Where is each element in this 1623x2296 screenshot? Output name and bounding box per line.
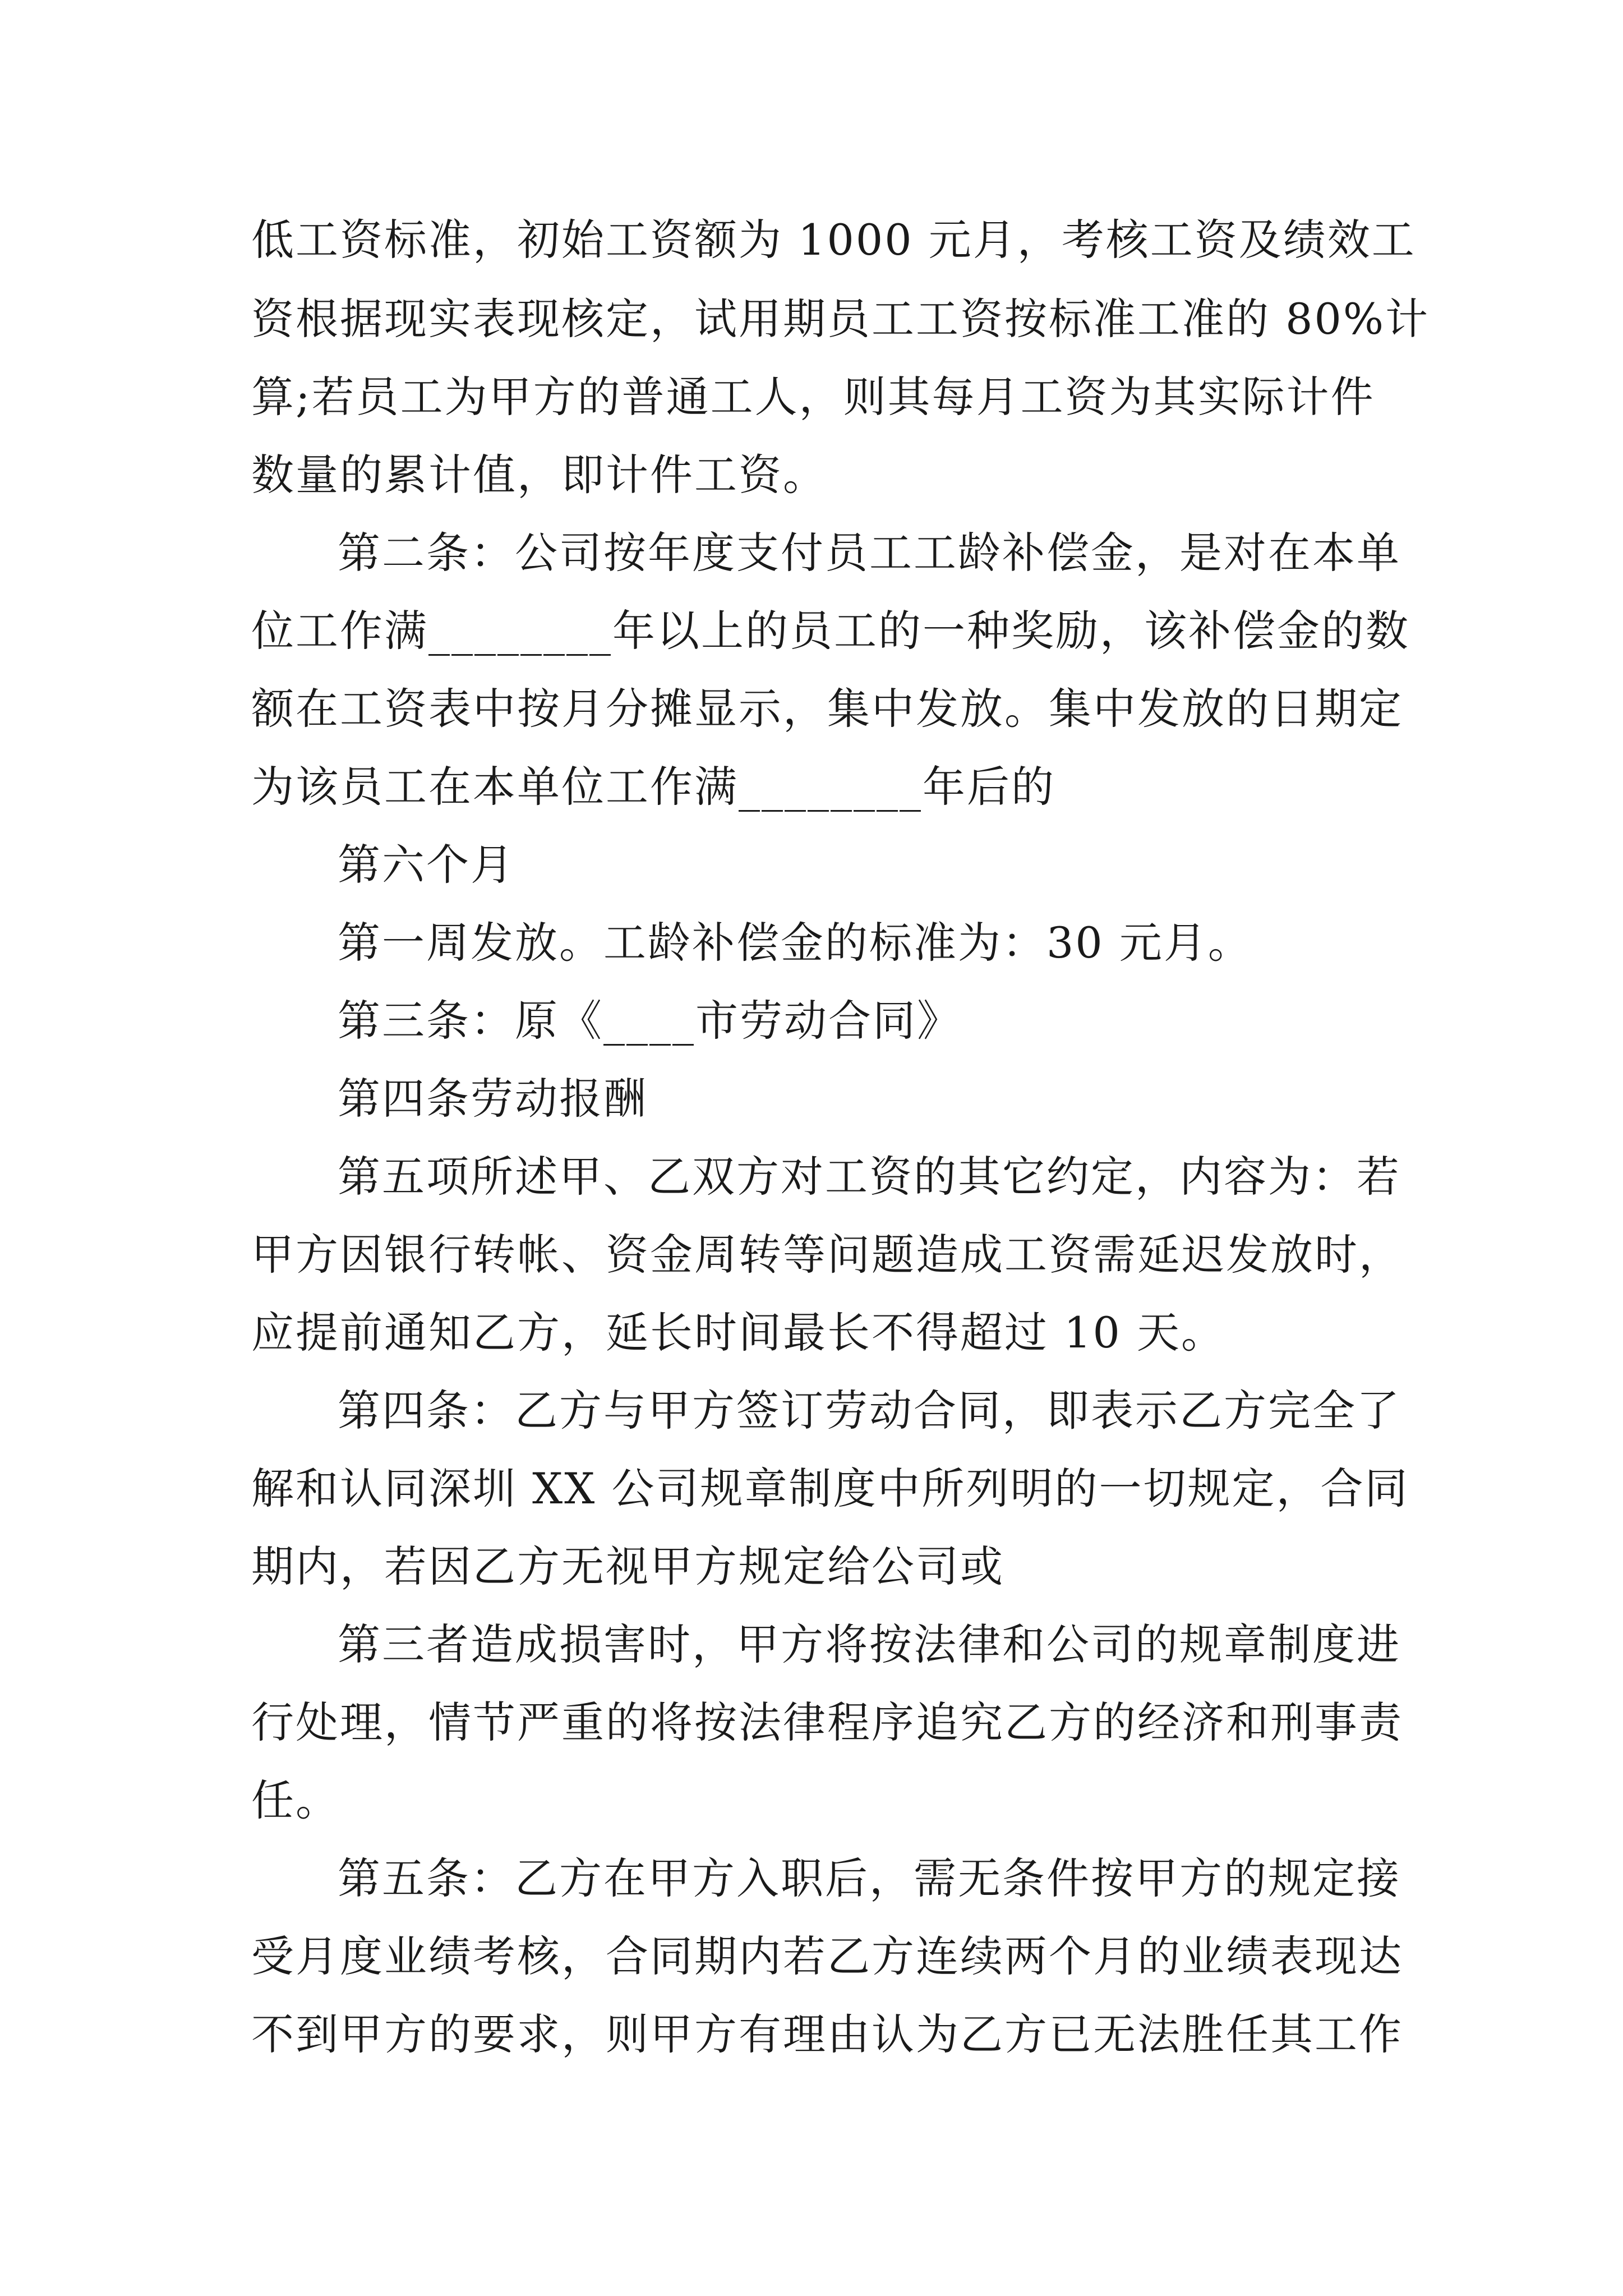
text-line: 第三者造成损害时，甲方将按法律和公司的规章制度进: [338, 1619, 1401, 1669]
text-line: 第二条：公司按年度支付员工工龄补偿金，是对在本单: [338, 528, 1401, 578]
text-line: 低工资标准，初始工资额为 1000 元月，考核工资及绩效工: [251, 215, 1416, 265]
text-line: 受月度业绩考核，合同期内若乙方连续两个月的业绩表现达: [251, 1931, 1403, 1981]
text-line: 不到甲方的要求，则甲方有理由认为乙方已无法胜任其工作: [251, 2009, 1403, 2059]
text-line: 解和认同深圳 XX 公司规章制度中所列明的一切规定，合同: [251, 1464, 1409, 1513]
text-line: 第六个月: [338, 840, 515, 890]
text-line: 应提前通知乙方，延长时间最长不得超过 10 天。: [251, 1308, 1226, 1358]
text-line: 算;若员工为甲方的普通工人，则其每月工资为其实际计件: [251, 372, 1375, 422]
text-line: 数量的累计值，即计件工资。: [251, 450, 827, 500]
text-line: 位工作满________年以上的员工的一种奖励，该补偿金的数: [251, 606, 1410, 656]
text-line: 任。: [251, 1775, 340, 1825]
text-line: 行处理，情节严重的将按法律程序追究乙方的经济和刑事责: [251, 1697, 1403, 1747]
text-line: 资根据现实表现核定，试用期员工工资按标准工准的 80%计: [251, 294, 1430, 344]
text-line: 额在工资表中按月分摊显示，集中发放。集中发放的日期定: [251, 684, 1403, 734]
text-line: 期内，若因乙方无视甲方规定给公司或: [251, 1542, 1004, 1591]
text-line: 第五项所述甲、乙双方对工资的其它约定，内容为：若: [338, 1152, 1401, 1202]
text-line: 第三条：原《____市劳动合同》: [338, 996, 961, 1046]
text-line: 为该员工在本单位工作满________年后的: [251, 762, 1055, 812]
text-line: 第四条劳动报酬: [338, 1074, 648, 1124]
text-line: 第五条：乙方在甲方入职后，需无条件按甲方的规定接: [338, 1853, 1401, 1903]
text-line: 第四条：乙方与甲方签订劳动合同，即表示乙方完全了: [338, 1386, 1401, 1435]
text-line: 甲方因银行转帐、资金周转等问题造成工资需延迟发放时，: [251, 1230, 1403, 1280]
text-line: 第一周发放。工龄补偿金的标准为：30 元月。: [338, 918, 1252, 968]
